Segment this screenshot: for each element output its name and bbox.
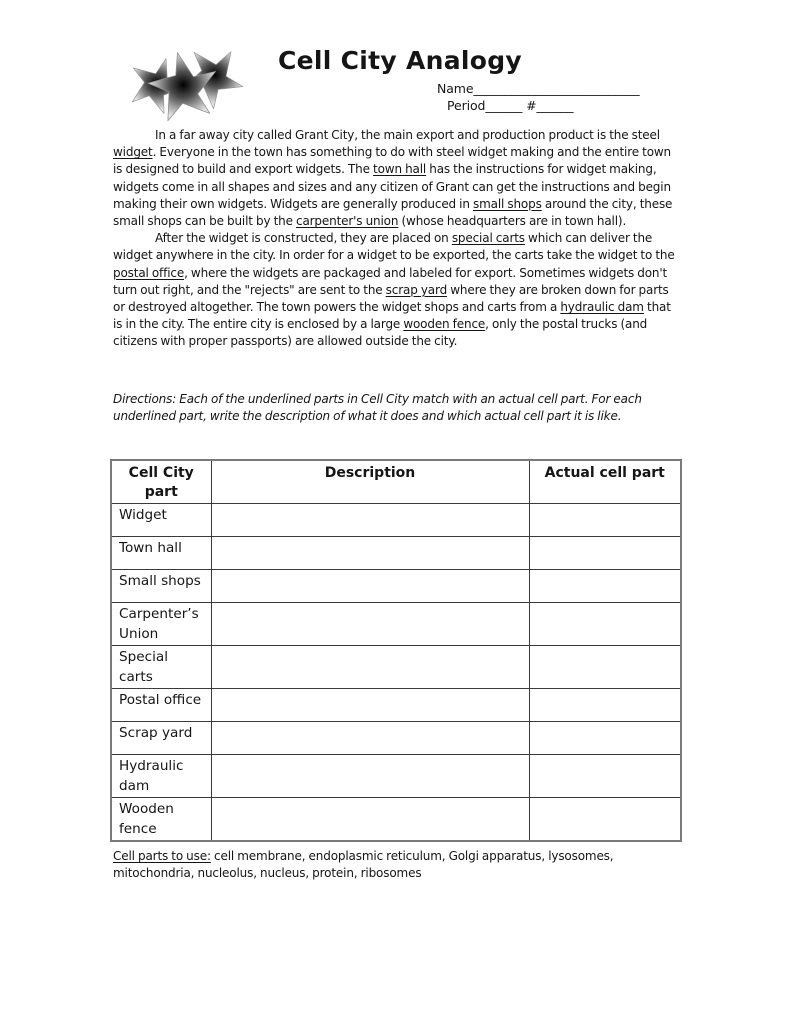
description-answer-cell [211,797,529,841]
cell-city-part-cell: Special carts [111,645,211,688]
underlined-term: special carts [451,231,525,246]
description-answer-cell [211,602,529,645]
student-info-block [437,80,640,114]
text-run: , only the postal trucks (and citizens with proper passports) are allowed outside the city. [113,317,648,349]
underlined-term: wooden fence [403,317,486,332]
table-row [111,721,681,754]
text-run: that is in the city. The entire city is enclosed by a large [113,300,671,332]
story-paragraph-1 [113,127,680,230]
actual-cell-part-answer-cell [529,536,681,569]
description-answer-cell [211,754,529,797]
table-row [111,645,681,688]
column-header-cell-city-part: Cell City part [111,460,211,503]
underlined-term: postal office [113,265,185,280]
text-run: where they are broken down for parts or destroyed altogether. The town powers the widget shops and carts from a [113,282,669,315]
text-run: has the instructions for widget making, widgets come in all shapes and sizes and any citizen of Grant can get the instructions and begin making their own widgets. Widgets are generally produced in [113,162,671,211]
table-row [111,688,681,721]
underlined-term: scrap yard [385,282,448,297]
table-row [111,602,681,645]
widget-cluster-art [131,42,244,122]
text-run: which can deliver the widget anywhere in the city. In order for a widget to be exported, the carts take the widget to the [113,231,675,263]
story-paragraph-2 [113,230,680,350]
table-row [111,754,681,797]
cell-city-part-cell: Widget [111,503,211,536]
directions-text: Directions: Each of the underlined parts in Cell City match with an actual cell part. For each underlined part, write the description of what it does and which actual cell part it is like. [113,392,642,424]
underlined-term: hydraulic dam [560,300,644,315]
cell-analogy-table [110,459,682,842]
cell-city-part-cell: Town hall [111,536,211,569]
underlined-term: Cell parts to use: [113,849,211,863]
cell-city-part-cell: Postal office [111,688,211,721]
actual-cell-part-answer-cell [529,602,681,645]
underlined-term: small shops [473,196,542,211]
text-run: cell membrane, endoplasmic reticulum, Golgi apparatus, lysosomes, mitochondria, nucleolus, nucleus, protein, ribosomes [113,849,614,881]
underlined-term: carpenter's union [296,214,399,229]
table-row [111,797,681,841]
description-answer-cell [211,645,529,688]
text-run: , where the widgets are packaged and labeled for export. Sometimes widgets don't turn out right, and the "rejects" are sent to the [113,265,668,297]
cell-city-part-cell: Scrap yard [111,721,211,754]
actual-cell-part-answer-cell [529,645,681,688]
actual-cell-part-answer-cell [529,721,681,754]
underlined-term: town hall [373,162,427,177]
page-title: Cell City Analogy [277,46,523,75]
analogy-table-body [111,503,681,841]
actual-cell-part-answer-cell [529,569,681,602]
text-run: In a far away city called Grant City, the main export and production product is the steel [155,128,660,142]
table-row [111,536,681,569]
period-number-blank-line: Period______ #______ [447,98,574,113]
text-run: (whose headquarters are in town hall). [398,214,627,229]
actual-cell-part-answer-cell [529,503,681,536]
table-header-row [111,460,681,503]
text-run: After the widget is constructed, they are placed on [155,231,452,246]
text-run: . Everyone in the town has something to do with steel widget making and the entire town is designed to build and export widgets. The [113,145,672,177]
description-answer-cell [211,569,529,602]
actual-cell-part-answer-cell [529,688,681,721]
actual-cell-part-answer-cell [529,797,681,841]
cell-city-part-cell: Hydraulic dam [111,754,211,797]
underlined-term: widget [113,145,153,160]
description-answer-cell [211,688,529,721]
cell-city-part-cell: Small shops [111,569,211,602]
cell-city-part-cell: Carpenter’s Union [111,602,211,645]
table-row [111,569,681,602]
table-row [111,503,681,536]
description-answer-cell [211,536,529,569]
description-answer-cell [211,503,529,536]
story-text [113,127,680,351]
cell-city-part-cell: Wooden fence [111,797,211,841]
actual-cell-part-answer-cell [529,754,681,797]
description-answer-cell [211,721,529,754]
column-header-description: Description [211,460,529,503]
text-run: around the city, these small shops can be built by the [113,196,673,229]
column-header-actual-cell-part: Actual cell part [529,460,681,503]
cell-parts-word-bank [113,848,680,882]
name-blank-line: Name___________________________ [437,81,640,96]
